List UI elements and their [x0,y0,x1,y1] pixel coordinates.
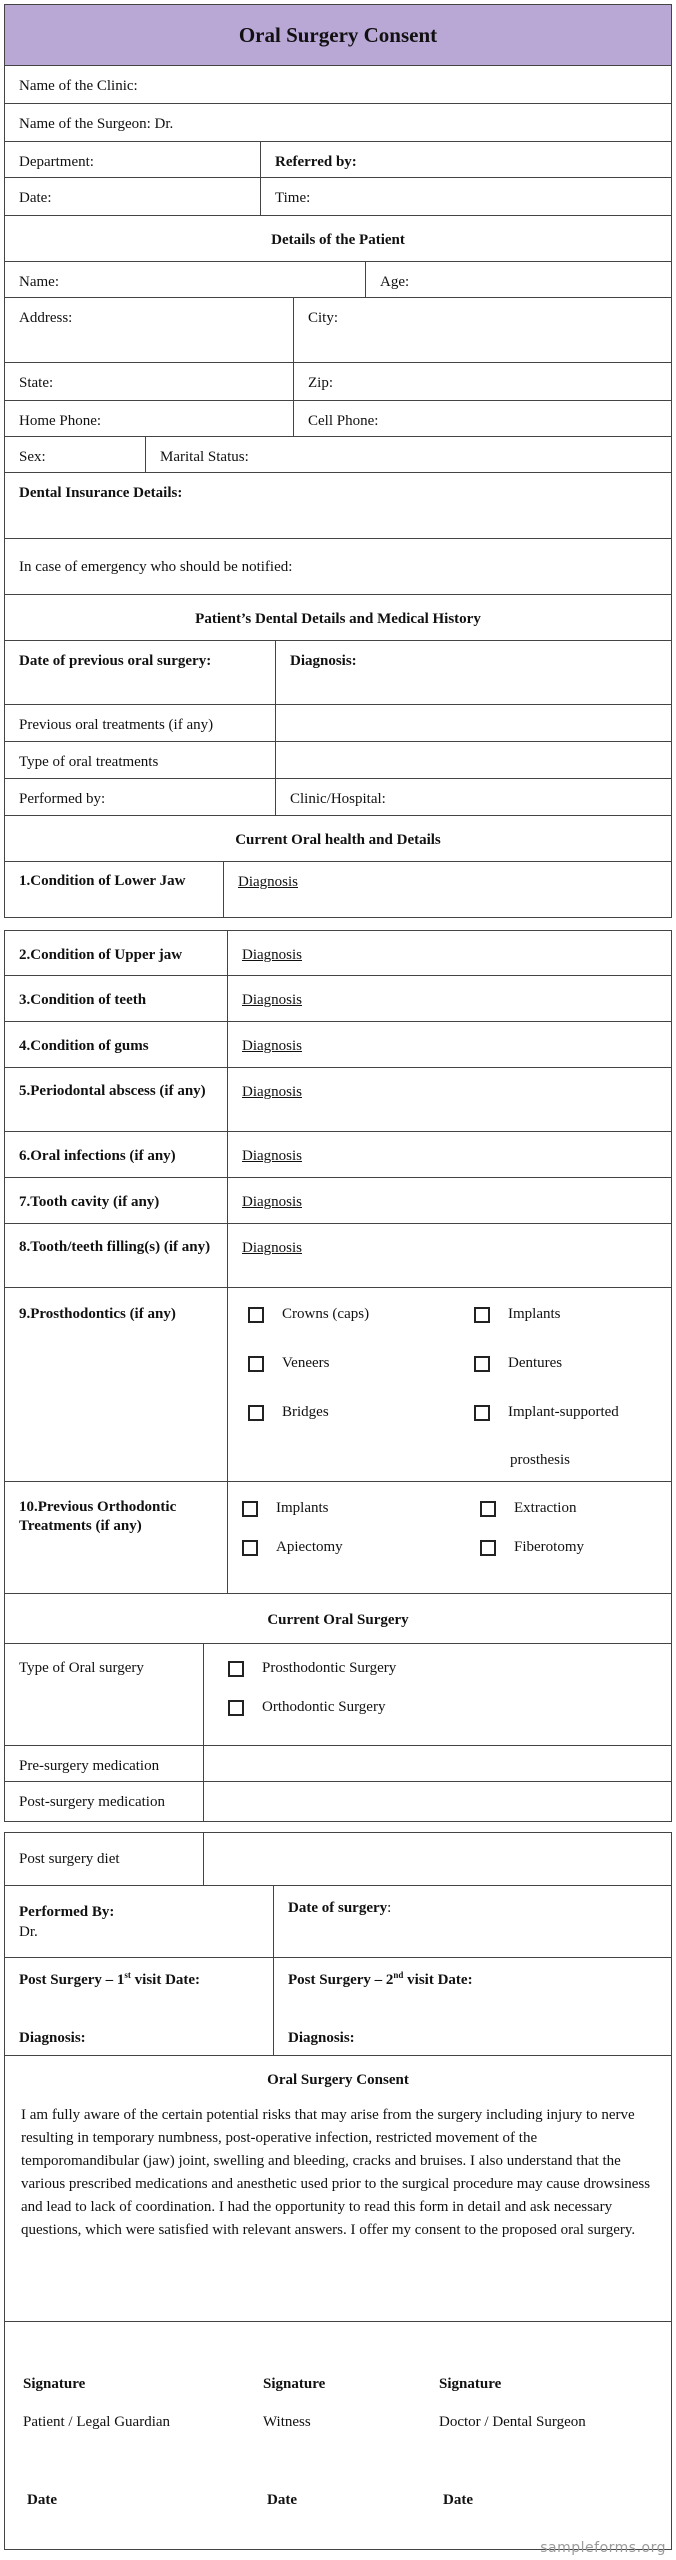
patient-signature-label: Signature [23,2376,86,2392]
condition-diagnosis[interactable]: Diagnosis [227,1022,671,1067]
condition-diagnosis[interactable]: Diagnosis [227,931,671,975]
checkbox[interactable] [480,1540,496,1556]
dentures-option[interactable]: Dentures [474,1353,562,1373]
time-field[interactable]: Time: [260,178,671,215]
condition-label: 5.Periodontal abscess (if any) [19,1083,206,1099]
checkbox[interactable] [480,1501,496,1517]
previous-treatments-label: Previous oral treatments (if any) [19,717,214,733]
first-visit-block[interactable] [5,1958,273,2055]
checkbox[interactable] [242,1540,258,1556]
doctor-label: Dr. [19,1924,38,1940]
phone-row [4,401,672,437]
pre-med-row [4,1746,672,1782]
date-time-row [4,178,672,216]
age-field[interactable]: Age: [365,262,671,297]
type-treatments-label: Type of oral treatments [19,754,159,770]
post-surgery-diet-field[interactable] [203,1833,671,1885]
prosthesis-label: prosthesis [510,1452,570,1468]
patient-guardian-label: Patient / Legal Guardian [23,2414,171,2430]
surgery-type-options [203,1644,671,1745]
previous-treatments-field[interactable] [275,705,671,741]
type-treatments-field[interactable] [275,742,671,778]
consent-section [4,2056,672,2322]
consent-text: I am fully aware of the certain potential risks that may arise from the surgery including injury to nerve resulting in temporary numbness, post-operative infection, restricted movement of the temporomandibular (jaw) joint, swelling and bleeding, cracks and bruises. I also understand that the various prescribed medications and anesthetic used prior to the surgical procedure may cause drowsiness and lead to lack of coordination. I had the opportunity to read this form in detail and ask necessary questions, which were satisfied with relevant answers. I offer my consent to the proposed oral surgery. [21,2107,651,2238]
condition-diagnosis[interactable]: Diagnosis [223,862,671,917]
patient-heading-row [4,216,672,262]
home-phone-field[interactable]: Home Phone: [19,413,102,429]
orthodontic-surgery-option[interactable]: Orthodontic Surgery [228,1697,385,1717]
clinic-hospital-field[interactable]: Clinic/Hospital: [275,779,671,815]
second-visit-diagnosis-label: Diagnosis: [288,2030,355,2046]
checkbox[interactable] [242,1501,258,1517]
condition-row [4,976,672,1022]
address-field[interactable]: Address: [19,310,73,326]
previous-surgery-row [4,641,672,705]
condition-diagnosis[interactable]: Diagnosis [227,1068,671,1131]
cell-phone-field[interactable]: Cell Phone: [293,401,671,436]
date-field[interactable]: Date: [19,190,52,206]
patient-date-label: Date [27,2492,57,2508]
apiectomy-option[interactable]: Apiectomy [242,1537,343,1557]
condition-diagnosis[interactable]: Diagnosis [227,976,671,1021]
zip-field[interactable]: Zip: [293,363,671,400]
clinic-name-row [4,66,672,104]
performed-date-row [4,1886,672,1958]
checkbox[interactable] [474,1405,490,1421]
department-row [4,142,672,178]
checkbox[interactable] [228,1700,244,1716]
previous-surgery-date-field[interactable]: Date of previous oral surgery: [19,653,212,669]
crowns-option[interactable]: Crowns (caps) [248,1304,369,1324]
condition-row [4,862,672,918]
history-performed-by-field[interactable]: Performed by: [19,791,106,807]
checkbox[interactable] [474,1356,490,1372]
address-row [4,298,672,363]
signature-section [4,2322,672,2550]
extraction-option[interactable]: Extraction [480,1498,576,1518]
orthodontic-label: 10.Previous Orthodontic Treatments (if any) [19,1499,177,1534]
performed-by-block[interactable] [5,1886,273,1957]
state-field[interactable]: State: [19,375,54,391]
marital-status-field[interactable]: Marital Status: [145,437,671,472]
post-surgery-medication-field[interactable] [203,1782,671,1821]
first-visit-label: Post Surgery – 1st visit Date: [19,1970,201,1988]
surgery-type-row [4,1644,672,1746]
form-title: Oral Surgery Consent [4,4,672,66]
condition-row [4,1022,672,1068]
condition-label: 6.Oral infections (if any) [19,1148,176,1164]
surgeon-row [4,104,672,142]
second-visit-block[interactable] [273,1958,671,2055]
history-heading: Patient’s Dental Details and Medical History [195,611,481,627]
health-heading-row [4,816,672,862]
prosthodontics-options [227,1288,671,1481]
type-treatments-row [4,742,672,779]
previous-treatments-row [4,705,672,742]
history-heading-row [4,595,672,641]
watermark: sampleforms.org [540,2540,666,2556]
condition-label: 7.Tooth cavity (if any) [19,1194,160,1210]
condition-diagnosis[interactable]: Diagnosis [227,1132,671,1177]
checkbox[interactable] [248,1356,264,1372]
witness-date-label: Date [267,2492,297,2508]
sex-marital-row [4,437,672,473]
witness-signature-label: Signature [263,2376,326,2392]
patient-heading: Details of the Patient [271,232,405,248]
department-field[interactable]: Department: [19,154,94,170]
checkbox[interactable] [228,1661,244,1677]
name-field[interactable]: Name: [19,274,59,290]
condition-label: 3.Condition of teeth [19,992,147,1008]
doctor-signature-label: Signature [439,2376,502,2392]
prosthodontics-label: 9.Prosthodontics (if any) [19,1306,176,1322]
condition-row [4,1068,672,1132]
surgery-heading-row [4,1594,672,1644]
condition-row [4,1132,672,1178]
witness-label: Witness [263,2414,311,2430]
doctor-date-label: Date [443,2492,473,2508]
date-of-surgery-field[interactable]: Date of surgery: [273,1886,671,1957]
name-age-row [4,262,672,298]
pre-surgery-medication-label: Pre-surgery medication [19,1758,160,1774]
pre-surgery-medication-field[interactable] [203,1746,671,1781]
sex-field[interactable]: Sex: [19,449,46,465]
condition-row [4,930,672,976]
city-field[interactable]: City: [293,298,671,362]
surgery-heading: Current Oral Surgery [267,1612,409,1628]
orthodontic-row [4,1482,672,1594]
checkbox[interactable] [248,1307,264,1323]
post-surgery-diet-label: Post surgery diet [19,1851,120,1867]
post-surgery-medication-label: Post-surgery medication [19,1794,165,1810]
condition-label: 2.Condition of Upper jaw [19,947,183,963]
post-diet-row [4,1832,672,1886]
consent-heading: Oral Surgery Consent [267,2072,409,2088]
health-heading: Current Oral health and Details [235,832,441,848]
checkbox[interactable] [248,1405,264,1421]
emergency-row [4,539,672,595]
checkbox[interactable] [474,1307,490,1323]
bridges-option[interactable]: Bridges [248,1402,329,1422]
condition-diagnosis[interactable]: Diagnosis [227,1178,671,1223]
condition-label: 1.Condition of Lower Jaw [19,873,186,889]
ortho-implants-option[interactable]: Implants [242,1498,329,1518]
condition-label: 4.Condition of gums [19,1038,149,1054]
orthodontic-options [227,1482,671,1593]
insurance-row [4,473,672,539]
referred-by-field[interactable]: Referred by: [260,142,671,177]
fiberotomy-option[interactable]: Fiberotomy [480,1537,584,1557]
post-visits-row [4,1958,672,2056]
condition-row [4,1178,672,1224]
veneers-option[interactable]: Veneers [248,1353,329,1373]
first-visit-diagnosis-label: Diagnosis: [19,2030,86,2046]
doctor-surgeon-label: Doctor / Dental Surgeon [439,2414,586,2430]
prosthodontics-row [4,1288,672,1482]
performed-by-label: Performed By: [19,1904,115,1920]
implant-supported-option[interactable]: Implant-supported [474,1402,619,1422]
second-visit-label: Post Surgery – 2nd visit Date: [288,1970,473,1988]
insurance-field[interactable]: Dental Insurance Details: [19,485,183,501]
state-zip-row [4,363,672,401]
emergency-contact-field[interactable]: In case of emergency who should be notified: [19,559,293,575]
implants-option[interactable]: Implants [474,1304,561,1324]
prosthodontic-surgery-option[interactable]: Prosthodontic Surgery [228,1658,396,1678]
surgeon-field[interactable]: Name of the Surgeon: Dr. [19,116,174,132]
previous-diagnosis-field[interactable]: Diagnosis: [275,641,671,704]
post-med-row [4,1782,672,1822]
performed-by-row [4,779,672,816]
clinic-name-field[interactable]: Name of the Clinic: [19,78,138,94]
condition-diagnosis[interactable]: Diagnosis [227,1224,671,1287]
surgery-type-label: Type of Oral surgery [19,1660,144,1676]
condition-label: 8.Tooth/teeth filling(s) (if any) [19,1239,211,1255]
condition-row [4,1224,672,1288]
